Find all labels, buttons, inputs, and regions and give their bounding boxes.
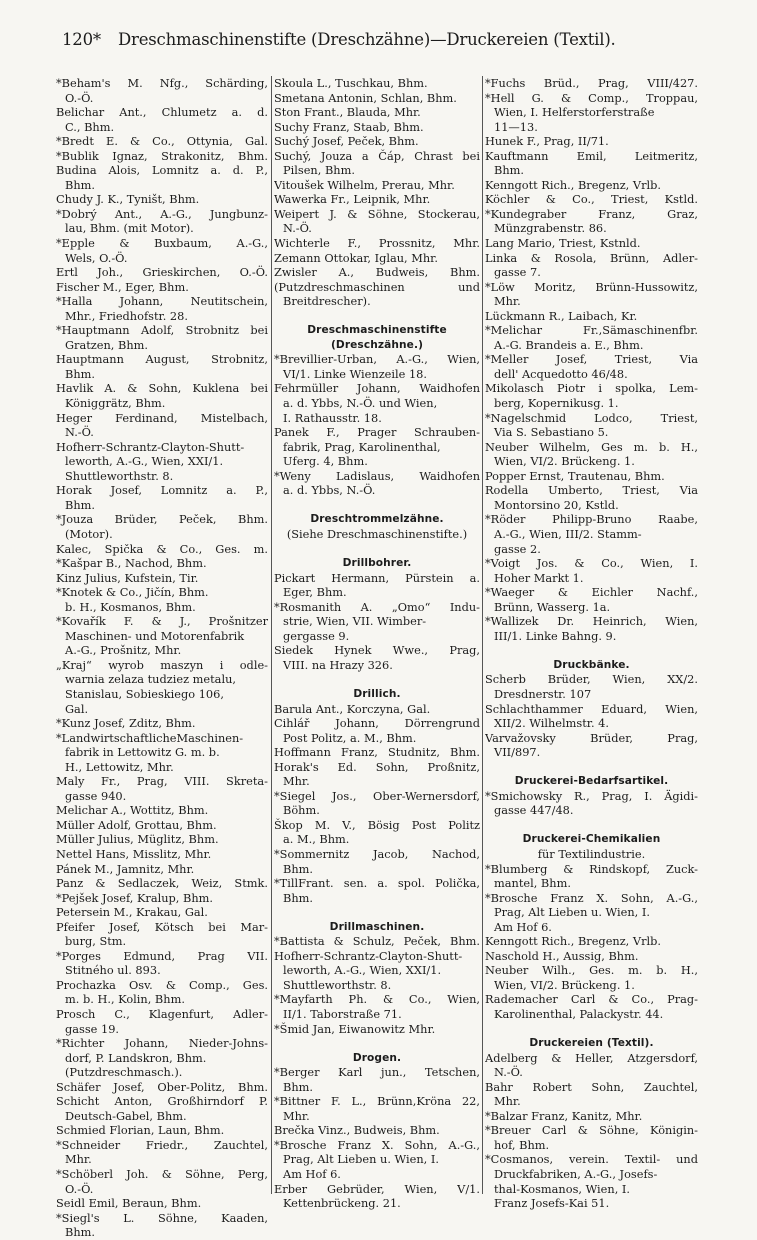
directory-line: Wien, I. Helferstorferstraße	[494, 105, 655, 120]
directory-line: Brečka Vinz., Budweis, Bhm.	[274, 1123, 440, 1138]
line-spacer	[274, 542, 480, 557]
directory-line: Heger Ferdinand, Mistelbach,	[56, 410, 268, 425]
directory-line: Neuber Wilh., Ges. m. b. H.,	[485, 963, 698, 978]
directory-line: Kauftmann Emil, Leitmeritz,	[485, 148, 698, 163]
directory-line: Bhm.	[494, 163, 525, 178]
column-2	[274, 76, 480, 1211]
directory-line: gasse 7.	[494, 265, 541, 280]
directory-line: N.-Ö.	[65, 425, 94, 440]
directory-line: Neuber Wilhelm, Ges m. b. H.,	[485, 439, 698, 454]
directory-line: O.-Ö.	[65, 90, 94, 105]
directory-line: Shuttleworthstr. 8.	[65, 468, 174, 483]
directory-line: Varvažovsky Brüder, Prag,	[485, 730, 698, 745]
directory-line: Pánek M., Jamnitz, Mhr.	[56, 861, 195, 876]
directory-line: Böhm.	[283, 803, 320, 818]
directory-line: Prosch C., Klagenfurt, Adler-	[56, 1007, 268, 1021]
directory-line: *Beham's M. Nfg., Schärding,	[56, 76, 268, 90]
directory-line: Hofherr-Schrantz-Clayton-Shutt-	[274, 948, 463, 963]
directory-line: Erber Gebrüder, Wien, V/1.	[274, 1181, 480, 1196]
directory-line: *Smichowsky R., Prag, I. Ägidi-	[485, 788, 698, 803]
directory-line: Am Hof 6.	[283, 1167, 341, 1182]
directory-line: Prag, Alt Lieben u. Wien, I.	[283, 1152, 439, 1167]
directory-line: *Epple & Buxbaum, A.-G.,	[56, 236, 268, 251]
directory-line: Bahr Robert Sohn, Zauchtel,	[485, 1079, 698, 1094]
directory-line: Horak Josef, Lomnitz a. P.,	[56, 483, 268, 498]
directory-line: *Šmid Jan, Eiwanowitz Mhr.	[274, 1021, 436, 1036]
directory-line: Prag, Alt Lieben u. Wien, I.	[494, 905, 650, 920]
directory-line: *Hauptmann Adolf, Strobnitz bei	[56, 323, 268, 338]
directory-line: leworth, A.-G., Wien, XXI/1.	[65, 454, 224, 469]
directory-line: Bhm.	[65, 1225, 96, 1240]
directory-line: Pilsen, Bhm.	[283, 163, 355, 178]
directory-line: Rademacher Carl & Co., Prag-	[485, 992, 698, 1007]
directory-line: Weipert J. & Söhne, Stockerau,	[274, 206, 480, 221]
section-heading: Druckerei-Chemikalien	[522, 833, 661, 846]
directory-line: *Bublik Ignaz, Strakonitz, Bhm.	[56, 148, 268, 163]
directory-line: leworth, A.-G., Wien, XXI/1.	[283, 963, 442, 978]
directory-line: (Siehe Dreschmaschinenstifte.)	[286, 526, 468, 541]
directory-line: Kettenbrückeng. 21.	[283, 1196, 401, 1211]
directory-line: A.-G., Wien, III/2. Stamm-	[494, 526, 642, 541]
section-heading: Druckerei-Bedarfsartikel.	[514, 775, 669, 788]
section-heading: (Dreschzähne.)	[330, 338, 424, 351]
page-title: Dreschmaschinenstifte (Dreschzähne)—Druckereien (Textil).	[118, 30, 616, 49]
directory-line: Bhm.	[65, 366, 96, 381]
directory-line: gasse 19.	[65, 1021, 120, 1036]
directory-line: Gal.	[65, 701, 89, 716]
directory-line: *Fuchs Brüd., Prag, VIII/427.	[485, 76, 698, 90]
directory-line: Münzgrabenstr. 86.	[494, 221, 607, 236]
directory-line: *Siegel Jos., Ober-Wernersdorf,	[274, 788, 480, 803]
directory-line: Müller Julius, Müglitz, Bhm.	[56, 832, 219, 847]
directory-line: *Waeger & Eichler Nachf.,	[485, 585, 698, 600]
directory-line: *Hell G. & Comp., Troppau,	[485, 90, 698, 105]
directory-line: Siedek Hynek Wwe., Prag,	[274, 643, 480, 658]
directory-line: VIII. na Hrazy 326.	[283, 657, 393, 672]
directory-line: *Kašpar B., Nachod, Bhm.	[56, 556, 207, 571]
directory-line: Schicht Anton, Großhirndorf P.	[56, 1094, 268, 1109]
directory-line: *Schneider Friedr., Zauchtel,	[56, 1137, 268, 1152]
directory-line: *Blumberg & Rindskopf, Zuck-	[485, 861, 698, 876]
directory-line: Mhr.	[494, 294, 521, 309]
column-rule-1	[271, 76, 272, 1194]
directory-line: berg, Kopernikusg. 1.	[494, 396, 619, 411]
directory-line: Mhr.	[283, 1108, 310, 1123]
directory-line: Müller Adolf, Grottau, Bhm.	[56, 817, 217, 832]
directory-line: *Pejšek Josef, Kralup, Bhm.	[56, 890, 214, 905]
line-spacer	[485, 643, 698, 658]
directory-line: warnia zelaza tudziez metalu,	[65, 672, 236, 687]
directory-line: VII/897.	[494, 745, 541, 760]
directory-line: Mhr.	[65, 1152, 92, 1167]
directory-line: *Röder Philipp-Bruno Raabe,	[485, 512, 698, 527]
directory-line: gasse 447/48.	[494, 803, 574, 818]
directory-line: *Dobrý Ant., A.-G., Jungbunz-	[56, 206, 268, 221]
directory-line: *Wallizek Dr. Heinrich, Wien,	[485, 614, 698, 629]
section-heading: Druckereien (Textil).	[529, 1037, 654, 1050]
directory-line: A.-G., Prošnitz, Mhr.	[65, 643, 182, 658]
directory-line: *Knotek & Co., Jičín, Bhm.	[56, 585, 209, 600]
directory-line: Stitného ul. 893.	[65, 963, 161, 978]
line-spacer	[485, 818, 698, 833]
directory-line: Cihlář Johann, Dörrengrund	[274, 716, 480, 731]
directory-line: Vitoušek Wilhelm, Prerau, Mhr.	[274, 177, 455, 192]
directory-line: Seidl Emil, Beraun, Bhm.	[56, 1196, 202, 1211]
directory-line: *Berger Karl jun., Tetschen,	[274, 1065, 480, 1080]
directory-line: Ston Frant., Blauda, Mhr.	[274, 105, 421, 120]
section-heading: Dreschtrommelzähne.	[310, 513, 444, 526]
directory-line: gergasse 9.	[283, 628, 350, 643]
directory-line: Eger, Bhm.	[283, 585, 347, 600]
directory-line: lau, Bhm. (mit Motor).	[65, 221, 194, 236]
directory-line: *Mayfarth Ph. & Co., Wien,	[274, 992, 480, 1007]
directory-line: Rodella Umberto, Triest, Via	[485, 483, 698, 498]
directory-line: Suchy Franz, Staab, Bhm.	[274, 119, 424, 134]
directory-line: *Bredt E. & Co., Ottynia, Gal.	[56, 134, 268, 149]
directory-line: *Meller Josef, Triest, Via	[485, 352, 698, 367]
directory-line: Kenngott Rich., Bregenz, Vrlb.	[485, 177, 662, 192]
directory-line: Dresdnerstr. 107	[494, 686, 592, 701]
directory-line: Karolinenthal, Palackystr. 44.	[494, 1007, 664, 1021]
directory-line: Am Hof 6.	[494, 919, 552, 934]
directory-line: Pickart Hermann, Pürstein a.	[274, 570, 480, 585]
directory-line: Gratzen, Bhm.	[65, 337, 149, 352]
directory-line: strie, Wien, VII. Wimber-	[283, 614, 427, 629]
directory-line: (Putzdreschmaschinen und	[274, 279, 480, 294]
directory-line: *Jouza Brüder, Peček, Bhm.	[56, 512, 268, 527]
directory-line: Belichar Ant., Chlumetz a. d.	[56, 105, 268, 120]
directory-line: *LandwirtschaftlicheMaschinen-	[56, 730, 244, 745]
directory-line: Panek F., Prager Schrauben-	[274, 425, 480, 440]
directory-line: Hauptmann August, Strobnitz,	[56, 352, 268, 367]
directory-line: Kinz Julius, Kufstein, Tir.	[56, 570, 199, 585]
directory-line: Mhr.	[283, 774, 310, 789]
directory-line: Prochazka Osv. & Comp., Ges.	[56, 977, 268, 992]
directory-line: Post Politz, a. M., Bhm.	[283, 730, 417, 745]
directory-line: Schäfer Josef, Ober-Politz, Bhm.	[56, 1079, 268, 1094]
directory-line: Fehrmüller Johann, Waidhofen	[274, 381, 480, 396]
section-heading: Drillbohrer.	[342, 557, 412, 570]
directory-line: Skoula L., Tuschkau, Bhm.	[274, 76, 428, 90]
directory-line: Barula Ant., Korczyna, Gal.	[274, 701, 431, 716]
line-spacer	[274, 1036, 480, 1051]
directory-line: mantel, Bhm.	[494, 876, 571, 891]
directory-line: Hoffmann Franz, Studnitz, Bhm.	[274, 745, 480, 760]
directory-line: gasse 2.	[494, 541, 541, 556]
directory-line: *Richter Johann, Nieder-Johns-	[56, 1036, 268, 1051]
directory-line: Köchler & Co., Triest, Kstld.	[485, 192, 698, 207]
section-heading: Drillich.	[353, 687, 401, 700]
directory-line: *Löw Moritz, Brünn-Hussowitz,	[485, 279, 698, 294]
directory-line: a. M., Bhm.	[283, 832, 350, 847]
directory-line: Druckfabriken, A.-G., Josefs-	[494, 1167, 658, 1182]
directory-line: II/1. Taborstraße 71.	[283, 1007, 402, 1021]
directory-line: Shuttleworthstr. 8.	[283, 977, 392, 992]
directory-line: m. b. H., Kolin, Bhm.	[65, 992, 185, 1007]
directory-line: Budina Alois, Lomnitz a. d. P.,	[56, 163, 268, 178]
directory-line: Panz & Sedlaczek, Weiz, Stmk.	[56, 876, 268, 891]
directory-line: Montorsino 20, Kstld.	[494, 497, 619, 512]
directory-line: N.-Ö.	[283, 221, 312, 236]
column-rule-2	[482, 76, 483, 1194]
directory-line: Suchý, Jouza a Čáp, Chrast bei	[274, 148, 480, 163]
directory-line: Fischer M., Eger, Bhm.	[56, 279, 189, 294]
directory-line: Pfeifer Josef, Kötsch bei Mar-	[56, 919, 268, 934]
directory-line: O.-Ö.	[65, 1181, 94, 1196]
line-spacer	[274, 905, 480, 920]
directory-line: Bhm.	[283, 1079, 314, 1094]
line-spacer	[274, 309, 480, 324]
directory-line: Via S. Sebastiano 5.	[494, 425, 609, 440]
directory-line: Deutsch-Gabel, Bhm.	[65, 1108, 187, 1123]
directory-line: fabrik in Lettowitz G. m. b.	[65, 745, 220, 760]
directory-line: XII/2. Wilhelmstr. 4.	[494, 716, 609, 731]
directory-line: *Kundegraber Franz, Graz,	[485, 206, 698, 221]
directory-line: Smetana Antonin, Schlan, Bhm.	[274, 90, 457, 105]
page-number: 120*	[62, 30, 101, 49]
directory-line: Mhr., Friedhofstr. 28.	[65, 308, 188, 323]
directory-line: *Porges Edmund, Prag VII.	[56, 948, 268, 963]
directory-line: Bhm.	[65, 177, 96, 192]
directory-line: hof, Bhm.	[494, 1137, 550, 1152]
directory-line: burg, Stm.	[65, 934, 127, 949]
directory-line: Maly Fr., Prag, VIII. Skreta-	[56, 774, 268, 789]
directory-line: thal-Kosmanos, Wien, I.	[494, 1181, 631, 1196]
directory-line: Lang Mario, Triest, Kstnld.	[485, 236, 641, 251]
directory-line: dorf, P. Landskron, Bhm.	[65, 1050, 207, 1065]
section-heading: Drogen.	[352, 1051, 402, 1064]
directory-line: Zwisler A., Budweis, Bhm.	[274, 265, 480, 280]
directory-line: Bhm.	[283, 861, 314, 876]
directory-line: Hoher Markt 1.	[494, 570, 584, 585]
directory-line: Ertl Joh., Grieskirchen, O.-Ö.	[56, 265, 268, 280]
directory-line: *Melichar Fr.,Sämaschinenfbr.	[485, 323, 698, 338]
directory-line: Mhr.	[494, 1094, 521, 1109]
directory-line: *Bittner F. L., Brünn,Kröna 22,	[274, 1094, 480, 1109]
directory-line: *Balzar Franz, Kanitz, Mhr.	[485, 1108, 643, 1123]
directory-line: Bhm.	[65, 497, 96, 512]
directory-line: Scherb Brüder, Wien, XX/2.	[485, 672, 698, 687]
directory-line: für Textilindustrie.	[537, 846, 646, 861]
directory-line: *Nagelschmid Lodco, Triest,	[485, 410, 698, 425]
directory-line: Königgrätz, Bhm.	[65, 396, 166, 411]
directory-line: Horak's Ed. Sohn, Proßnitz,	[274, 759, 480, 774]
directory-line: Linka & Rosola, Brünn, Adler-	[485, 250, 698, 265]
directory-line: Zemann Ottokar, Iglau, Mhr.	[274, 250, 438, 265]
directory-line: Breitdrescher).	[283, 294, 371, 309]
directory-line: Škop M. V., Bösig Post Politz	[274, 817, 480, 832]
directory-line: Uferg. 4, Bhm.	[283, 454, 368, 469]
directory-line: H., Lettowitz, Mhr.	[65, 759, 174, 774]
section-heading: Druckbänke.	[553, 658, 630, 671]
directory-line: Wien, VI/2. Brückeng. 1.	[494, 977, 635, 992]
directory-line: C., Bhm.	[65, 119, 115, 134]
directory-line: *Kunz Josef, Zditz, Bhm.	[56, 716, 196, 731]
directory-line: Suchý Josef, Peček, Bhm.	[274, 134, 419, 149]
section-heading: Dreschmaschinenstifte	[307, 324, 447, 337]
directory-line: *Halla Johann, Neutitschein,	[56, 294, 268, 309]
line-spacer	[485, 1022, 698, 1037]
directory-line: gasse 940.	[65, 788, 127, 803]
directory-line: N.-Ö.	[494, 1065, 523, 1080]
directory-line: *Rosmanith A. „Omo“ Indu-	[274, 599, 480, 614]
directory-line: Lückmann R., Laibach, Kr.	[485, 308, 638, 323]
directory-line: *Brevillier-Urban, A.-G., Wien,	[274, 352, 480, 367]
line-spacer	[485, 760, 698, 775]
directory-line: Kenngott Rich., Bregenz, Vrlb.	[485, 934, 662, 949]
directory-line: Brünn, Wasserg. 1a.	[494, 599, 611, 614]
directory-line: *Cosmanos, verein. Textil- und	[485, 1152, 698, 1167]
directory-line: a. d. Ybbs, N.-Ö. und Wien,	[283, 396, 438, 411]
directory-line: Petersein M., Krakau, Gal.	[56, 905, 208, 920]
section-heading: Drillmaschinen.	[329, 920, 425, 933]
directory-line: Adelberg & Heller, Atzgersdorf,	[485, 1050, 698, 1065]
directory-line: VI/1. Linke Wienzeile 18.	[283, 366, 427, 381]
directory-line: Schlachthammer Eduard, Wien,	[485, 701, 698, 716]
directory-line: (Motor).	[65, 526, 113, 541]
directory-line: I. Rathausstr. 18.	[283, 410, 382, 425]
directory-line: Hofherr-Schrantz-Clayton-Shutt-	[56, 439, 245, 454]
directory-line: A.-G. Brandeis a. E., Bhm.	[494, 337, 644, 352]
directory-line: dell' Acquedotto 46/48.	[494, 366, 628, 381]
directory-line: *Brosche Franz X. Sohn, A.-G.,	[274, 1137, 480, 1152]
directory-line: Wichterle F., Prossnitz, Mhr.	[274, 236, 480, 251]
directory-line: *Brosche Franz X. Sohn, A.-G.,	[485, 890, 698, 905]
page-header	[62, 30, 702, 49]
directory-line: *Weny Ladislaus, Waidhofen	[274, 468, 480, 483]
directory-line: *Sommernitz Jacob, Nachod,	[274, 846, 480, 861]
directory-line: Stanislau, Sobieskiego 106,	[65, 686, 224, 701]
directory-line: „Kraj“ wyrob maszyn i odle-	[56, 657, 268, 672]
directory-line: Nettel Hans, Misslitz, Mhr.	[56, 846, 212, 861]
directory-line: Naschold H., Aussig, Bhm.	[485, 948, 639, 963]
directory-line: Mikolasch Piotr i spolka, Lem-	[485, 381, 698, 396]
directory-line: III/1. Linke Bahng. 9.	[494, 628, 617, 643]
directory-line: Wien, VI/2. Brückeng. 1.	[494, 454, 635, 469]
directory-line: a. d. Ybbs, N.-Ö.	[283, 483, 376, 498]
directory-line: *Breuer Carl & Söhne, Königin-	[485, 1123, 698, 1138]
directory-line: Hunek F., Prag, II/71.	[485, 134, 609, 149]
column-3	[485, 76, 698, 1211]
directory-line: fabrik, Prag, Karolinenthal,	[283, 439, 441, 454]
directory-line: Havlik A. & Sohn, Kuklena bei	[56, 381, 268, 396]
directory-line: Wels, O.-Ö.	[65, 250, 128, 265]
directory-line: *Siegl's L. Söhne, Kaaden,	[56, 1210, 268, 1225]
directory-line: Franz Josefs-Kai 51.	[494, 1196, 610, 1211]
directory-line: Kalec, Spička & Co., Ges. m.	[56, 541, 268, 556]
directory-line: (Putzdreschmasch.).	[65, 1065, 183, 1080]
directory-line: *Voigt Jos. & Co., Wien, I.	[485, 556, 698, 571]
column-1	[56, 76, 268, 1240]
directory-line: *TillFrant. sen. a. spol. Polička,	[274, 876, 480, 891]
directory-line: b. H., Kosmanos, Bhm.	[65, 599, 196, 614]
directory-line: Bhm.	[283, 890, 314, 905]
directory-line: *Schöberl Joh. & Söhne, Perg,	[56, 1167, 268, 1182]
directory-line: Wawerka Fr., Leipnik, Mhr.	[274, 192, 431, 207]
directory-line: Melichar A., Wottitz, Bhm.	[56, 803, 209, 818]
directory-line: *Battista & Schulz, Peček, Bhm.	[274, 934, 480, 949]
directory-line: Popper Ernst, Trautenau, Bhm.	[485, 468, 665, 483]
directory-line: 11—13.	[494, 119, 538, 134]
line-spacer	[274, 672, 480, 687]
directory-line: Chudy J. K., Tyništ, Bhm.	[56, 192, 200, 207]
directory-line: Maschinen- und Motorenfabrik	[65, 628, 245, 643]
line-spacer	[274, 498, 480, 513]
directory-line: *Kovařík F. & J., Prošnitzer	[56, 614, 268, 629]
directory-line: Schmied Florian, Laun, Bhm.	[56, 1123, 225, 1138]
